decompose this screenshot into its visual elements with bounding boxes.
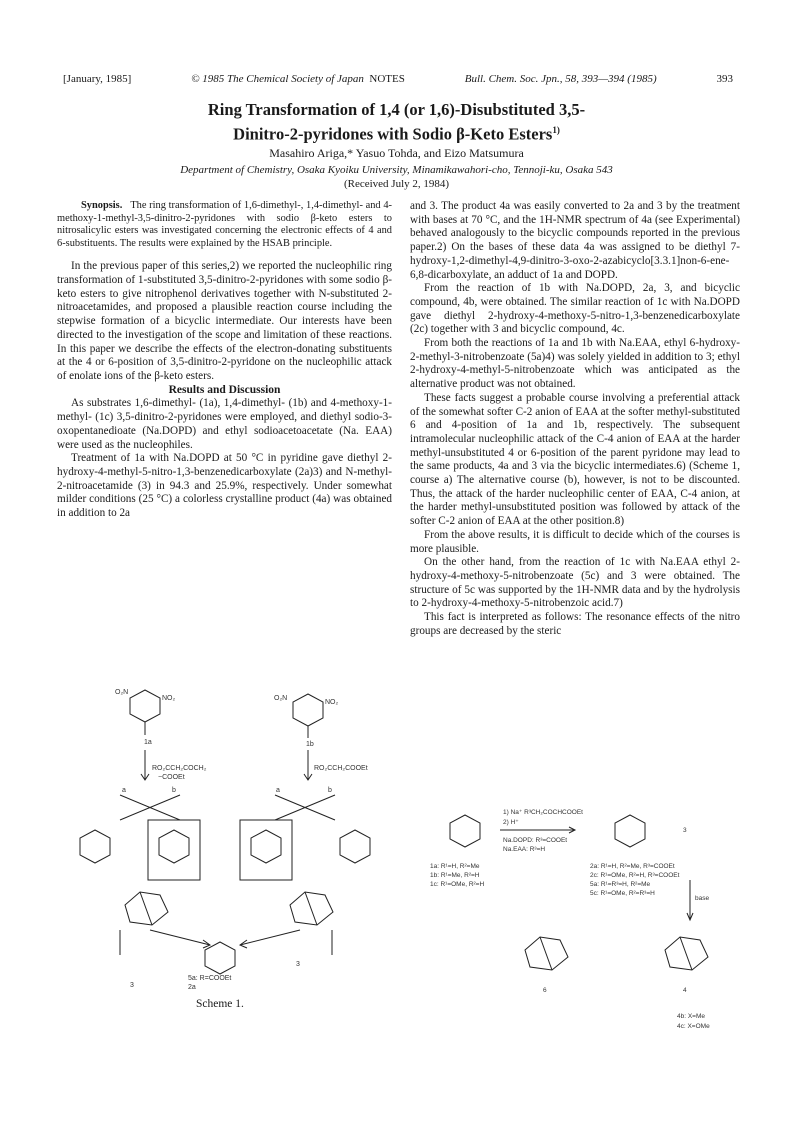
scheme-label: NO₂: [325, 699, 339, 706]
scheme-label: −COOEt: [158, 774, 185, 781]
scheme-label: 2a: [188, 984, 196, 991]
scheme-label: b: [172, 787, 176, 794]
scheme-label: 5c: R¹=OMe, R²=R³=H: [590, 890, 655, 897]
paragraph: As substrates 1,6-dimethyl- (1a), 1,4-dimethyl- (1b) and 4-methoxy-1-methyl- (1c) 3,5-dinitro-2-pyridones were employed, and diethyl sodio-3-oxopentanedioate (Na.DOPD) and ethyl sodioacetoacetate (Na. EAA) were used as the nucleophiles.: [57, 397, 392, 451]
right-column: [410, 200, 740, 639]
scheme-1-figure: [60, 680, 390, 992]
reaction-scheme-drawing: [80, 690, 370, 974]
scheme-label: NO₂: [162, 695, 176, 702]
paragraph: This fact is interpreted as follows: The resonance effects of the nitro groups are decreased by the steric: [410, 611, 740, 637]
scheme-label: a: [276, 787, 280, 794]
running-header: [63, 73, 733, 85]
scheme-label: 5a: R¹=R³=H, R²=Me: [590, 881, 651, 888]
scheme-label: 1c: R¹=OMe, R²=H: [430, 881, 485, 888]
paragraph: These facts suggest a probable course involving a preferential attack of the somewhat softer C-2 anion of EAA at the softer methyl-substituted 6 and 4-position of 1a and 1b, respectively. The subsequent intramolecular nucleophilic attack of the C-4 anion of EAA at the harder methyl-unsubstituted 4 or 6-position of the parent pyridone may lead to the same products, 4a and 3 via the bicyclic intermediates.6) (Scheme 1, course a) The alternative course (b), however, is not to be discounted. Thus, the attack of the harder nucleophilic center of EAA, C-4 anion, at the harder methyl-unsubstituted position was followed by attack of the softer C-2 anion of EAA at the other position.8): [410, 391, 740, 528]
header-date: [January, 1985]: [63, 73, 132, 85]
scheme-label: RO₂CCH₂COOEt: [314, 765, 368, 772]
scheme-label: 2c: R¹=OMe, R²=H, R³=COOEt: [590, 872, 680, 879]
paragraph: On the other hand, from the reaction of 1c with Na.EAA ethyl 2-hydroxy-4-methoxy-5-nitrobenzoate (5c) and 3 were obtained. The structure of 5c was supported by the 1H-NMR data and by the hydrolysis to 2-hydroxy-4-methoxy-5-nitrobenzoic acid.7): [410, 556, 740, 610]
paragraph: Treatment of 1a with Na.DOPD at 50 °C in pyridine gave diethyl 2-hydroxy-4-methyl-5-nitro-1,3-benzenedicarboxylate (2a)3) and N-methyl-2-nitroacetamide (3) in 94.3 and 25.9%, respectively. Under somewhat milder conditions (25 °C) a colorless crystalline product (4a) was obtained in addition to 2a: [57, 452, 392, 520]
affiliation: Department of Chemistry, Osaka Kyoiku University, Minamikawahori-cho, Tennoji-ku, Osaka 543: [180, 164, 613, 176]
scheme-label: 1) Na⁺ R³CH₂COCHCOOEt: [503, 809, 583, 816]
title-line-1: Ring Transformation of 1,4 (or 1,6)-Disubstituted 3,5-: [207, 100, 586, 119]
scheme-label: 3: [296, 961, 300, 968]
scheme-label: 1b: R¹=Me, R²=H: [430, 872, 480, 879]
scheme-label: b: [328, 787, 332, 794]
scheme-label: base: [695, 895, 710, 902]
header-copyright: © 1985 The Chemical Society of Japan NOTES: [191, 73, 405, 85]
scheme-label: 2a: R¹=H, R²=Me, R³=COOEt: [590, 863, 675, 870]
scheme-label: Na.EAA: R³=H: [503, 846, 546, 853]
scheme-label: O₂N: [115, 689, 129, 696]
scheme-label: O₂N: [274, 695, 288, 702]
paragraph: and 3. The product 4a was easily converted to 2a and 3 by the treatment with bases at 70 °C, and the 1H-NMR spectrum of 4a (see Experimental) behaved analogously to the bicyclic compounds reported in the previous paper.2) On the bases of these data 4a was assigned to be diethyl 7-hydroxy-1,2-dimethyl-4,9-dinitro-3-oxo-2-azabicyclo[3.3.1]non-6-ene-6,8-dicarboxylate, an adduct of 1a and DOPD.: [410, 200, 740, 281]
scheme-label: 5a: R=COOEt: [188, 975, 232, 982]
header-journal: Bull. Chem. Soc. Jpn., 58, 393—394 (1985): [464, 73, 657, 85]
scheme-label: 6: [543, 987, 547, 994]
scheme-2-figure: [425, 800, 745, 1040]
title-line-2: Dinitro-2-pyridones with Sodio β-Keto Esters$^{1)}$: [233, 124, 560, 144]
received-date: (Received July 2, 1984): [343, 178, 450, 190]
paragraph: From both the reactions of 1a and 1b with Na.EAA, ethyl 6-hydroxy-2-methyl-3-nitrobenzoate (5a)4) was solely yielded in addition to 3; ethyl 2-hydroxy-4-methyl-5-nitrobenzoate which was anticipated as the alternative product was not obtained.: [410, 337, 740, 391]
scheme-label: 1a: [144, 739, 152, 746]
paragraph: In the previous paper of this series,2) we reported the nucleophilic ring transformation of 1-substituted 3,5-dinitro-2-pyridones with some sodio β-keto esters to give nitrophenol derivatives together with N-substituted 2-nitroacetamides, and proposed a plausible reaction course including the stepwise formation of a bicyclic intermediate. Our interests have been directed to the investigation of the scope and limitation of these reactions. In this paper we describe the effects of the electron-donating substituents at the 4 or 6-position of 3,5-dinitro-2-pyridone on the nucleophilic attack of enolate ions of the β-keto esters.: [57, 260, 392, 382]
synopsis: Synopsis. The ring transformation of 1,6-dimethyl-, 1,4-dimethyl- and 4-methoxy-1-methyl-3,5-dinitro-2-pyridones with sodio β-keto esters to nitrosalicylic esters was investigated concerning the electronic effects of 4 and 6-substituents. The results were explained by the HSAB principle.: [57, 200, 392, 249]
paragraph: From the reaction of 1b with Na.DOPD, 2a, 3, and bicyclic compound, 4b, were obtained. The similar reaction of 1c with Na.DOPD gave diethyl 2-hydroxy-4-methoxy-5-nitro-1,3-benzenedicarboxylate (2c) together with 3 and bicyclic compound, 4c.: [410, 282, 740, 336]
header-page-number: 393: [716, 73, 733, 85]
scheme-label: 4b: X=Me: [677, 1013, 706, 1020]
scheme-label: 1b: [306, 741, 314, 748]
paragraph: From the above results, it is difficult to decide which of the courses is more plausible.: [410, 528, 740, 555]
left-column: [57, 200, 392, 521]
scheme-label: 1a: R¹=H, R²=Me: [430, 863, 480, 870]
scheme-label: 4c: X=OMe: [677, 1023, 710, 1030]
scheme-label: a: [122, 787, 126, 794]
scheme-label: 3: [130, 982, 134, 989]
scheme-label: Na.DOPD: R³=COOEt: [503, 837, 568, 844]
section-heading: Results and Discussion: [168, 383, 281, 396]
reaction-scheme-drawing: [450, 815, 708, 970]
scheme-label: 2) H⁺: [503, 819, 519, 826]
scheme-label: 3: [683, 827, 687, 834]
article-title: [0, 100, 793, 145]
scheme-caption: Scheme 1.: [196, 998, 244, 1010]
scheme-label: 4: [683, 987, 687, 994]
scheme-label: RO₂CCH₂COCH₂: [152, 765, 207, 772]
authors: Masahiro Ariga,* Yasuo Tohda, and Eizo Matsumura: [269, 146, 524, 160]
